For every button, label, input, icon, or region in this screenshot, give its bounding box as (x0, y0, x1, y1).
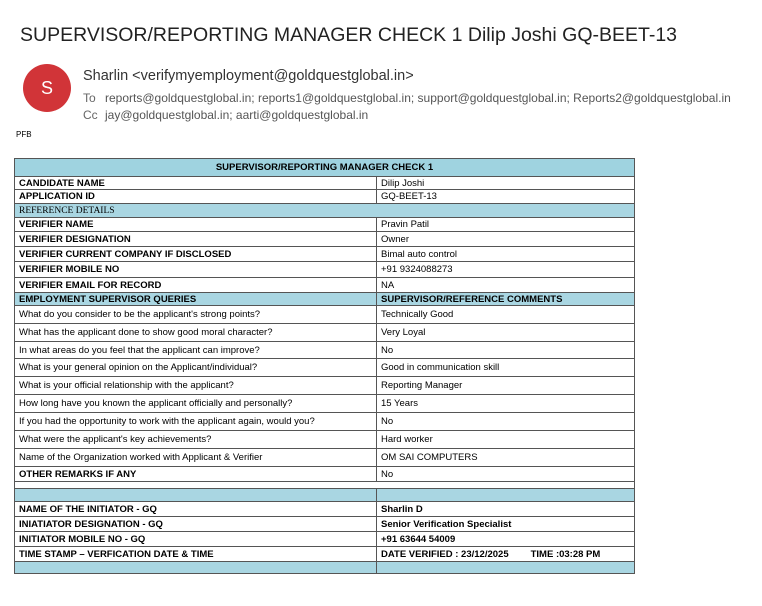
other-remarks-value: No (377, 467, 635, 482)
table-row (15, 247, 635, 262)
initiator-designation-label: INIATIATOR DESIGNATION - GQ (15, 517, 377, 532)
verifier-mobile-label: VERIFIER MOBILE NO (15, 262, 377, 278)
band-row (377, 489, 635, 502)
timestamp-value (377, 547, 635, 562)
email-intro-text: PFB (16, 130, 32, 139)
verifier-email-value: NA (377, 278, 635, 293)
verifier-email-label: VERIFIER EMAIL FOR RECORD (15, 278, 377, 293)
table-row (15, 532, 635, 547)
table-row (15, 517, 635, 532)
band-row (15, 562, 377, 574)
table-row (15, 218, 635, 232)
candidate-name-value: Dilip Joshi (377, 177, 635, 190)
query-answer: Hard worker (377, 431, 635, 449)
sender-address[interactable]: Sharlin <verifymyemployment@goldquestglobal.in> (83, 68, 414, 84)
table-row (15, 278, 635, 293)
query-question: How long have you known the applicant officially and personally? (15, 395, 377, 413)
table-row (15, 413, 635, 431)
verifier-name-value: Pravin Patil (377, 218, 635, 232)
query-answer: No (377, 342, 635, 359)
to-list[interactable]: reports@goldquestglobal.in; reports1@goldquestglobal.in; support@goldquestglobal.in; Reports2@goldquestglobal.in (105, 91, 731, 105)
query-answer: OM SAI COMPUTERS (377, 449, 635, 467)
query-answer: No (377, 413, 635, 431)
table-row (15, 306, 635, 324)
table-row (15, 377, 635, 395)
table-row (15, 324, 635, 342)
verifier-mobile-value: +91 9324088273 (377, 262, 635, 278)
verifier-designation-label: VERIFIER DESIGNATION (15, 232, 377, 247)
verifier-name-label: VERIFIER NAME (15, 218, 377, 232)
to-label: To (83, 91, 96, 105)
application-id-value: GQ-BEET-13 (377, 190, 635, 204)
query-question: What were the applicant's key achievements? (15, 431, 377, 449)
query-answer: 15 Years (377, 395, 635, 413)
sender-avatar[interactable]: S (23, 64, 71, 112)
query-answer: Technically Good (377, 306, 635, 324)
email-subject: SUPERVISOR/REPORTING MANAGER CHECK 1 Dilip Joshi GQ-BEET-13 (20, 24, 678, 46)
table-row (15, 177, 635, 190)
initiator-designation-value: Senior Verification Specialist (377, 517, 635, 532)
query-question: If you had the opportunity to work with the applicant again, would you? (15, 413, 377, 431)
spacer-row (15, 482, 635, 489)
query-question: In what areas do you feel that the applicant can improve? (15, 342, 377, 359)
table-row (15, 232, 635, 247)
query-question: What has the applicant done to show good moral character? (15, 324, 377, 342)
initiator-name-label: NAME OF THE INITIATOR - GQ (15, 502, 377, 517)
cc-label: Cc (83, 108, 98, 122)
verifier-company-value: Bimal auto control (377, 247, 635, 262)
cc-recipients (83, 108, 368, 122)
query-question: What do you consider to be the applicant's strong points? (15, 306, 377, 324)
to-recipients (83, 91, 731, 105)
table-row (15, 262, 635, 278)
queries-header: EMPLOYMENT SUPERVISOR QUERIES (15, 293, 377, 306)
verified-date: DATE VERIFIED : 23/12/2025 (381, 548, 509, 560)
table-row (15, 395, 635, 413)
report-title: SUPERVISOR/REPORTING MANAGER CHECK 1 (15, 159, 635, 177)
application-id-label: APPLICATION ID (15, 190, 377, 204)
band-row (15, 489, 377, 502)
reference-details-heading: REFERENCE DETAILS (15, 204, 635, 218)
table-row (15, 359, 635, 377)
initiator-mobile-label: INITIATOR MOBILE NO - GQ (15, 532, 377, 547)
table-row (15, 293, 635, 306)
other-remarks-label: OTHER REMARKS IF ANY (15, 467, 377, 482)
table-row (15, 449, 635, 467)
table-row (15, 467, 635, 482)
cc-list[interactable]: jay@goldquestglobal.in; aarti@goldquestglobal.in (105, 108, 369, 122)
table-row (15, 547, 635, 562)
table-row (15, 342, 635, 359)
initiator-mobile-value: +91 63644 54009 (377, 532, 635, 547)
verification-report-table (14, 158, 635, 574)
query-question: What is your official relationship with the applicant? (15, 377, 377, 395)
query-question: What is your general opinion on the Applicant/individual? (15, 359, 377, 377)
query-answer: Reporting Manager (377, 377, 635, 395)
band-row (377, 562, 635, 574)
verifier-company-label: VERIFIER CURRENT COMPANY IF DISCLOSED (15, 247, 377, 262)
query-answer: Good in communication skill (377, 359, 635, 377)
table-row (15, 190, 635, 204)
initiator-name-value: Sharlin D (377, 502, 635, 517)
comments-header: SUPERVISOR/REFERENCE COMMENTS (377, 293, 635, 306)
candidate-name-label: CANDIDATE NAME (15, 177, 377, 190)
verifier-designation-value: Owner (377, 232, 635, 247)
query-answer: Very Loyal (377, 324, 635, 342)
timestamp-label: TIME STAMP – VERFICATION DATE & TIME (15, 547, 377, 562)
verified-time: TIME :03:28 PM (530, 548, 601, 560)
table-row (15, 502, 635, 517)
table-row (15, 431, 635, 449)
query-question: Name of the Organization worked with Applicant & Verifier (15, 449, 377, 467)
